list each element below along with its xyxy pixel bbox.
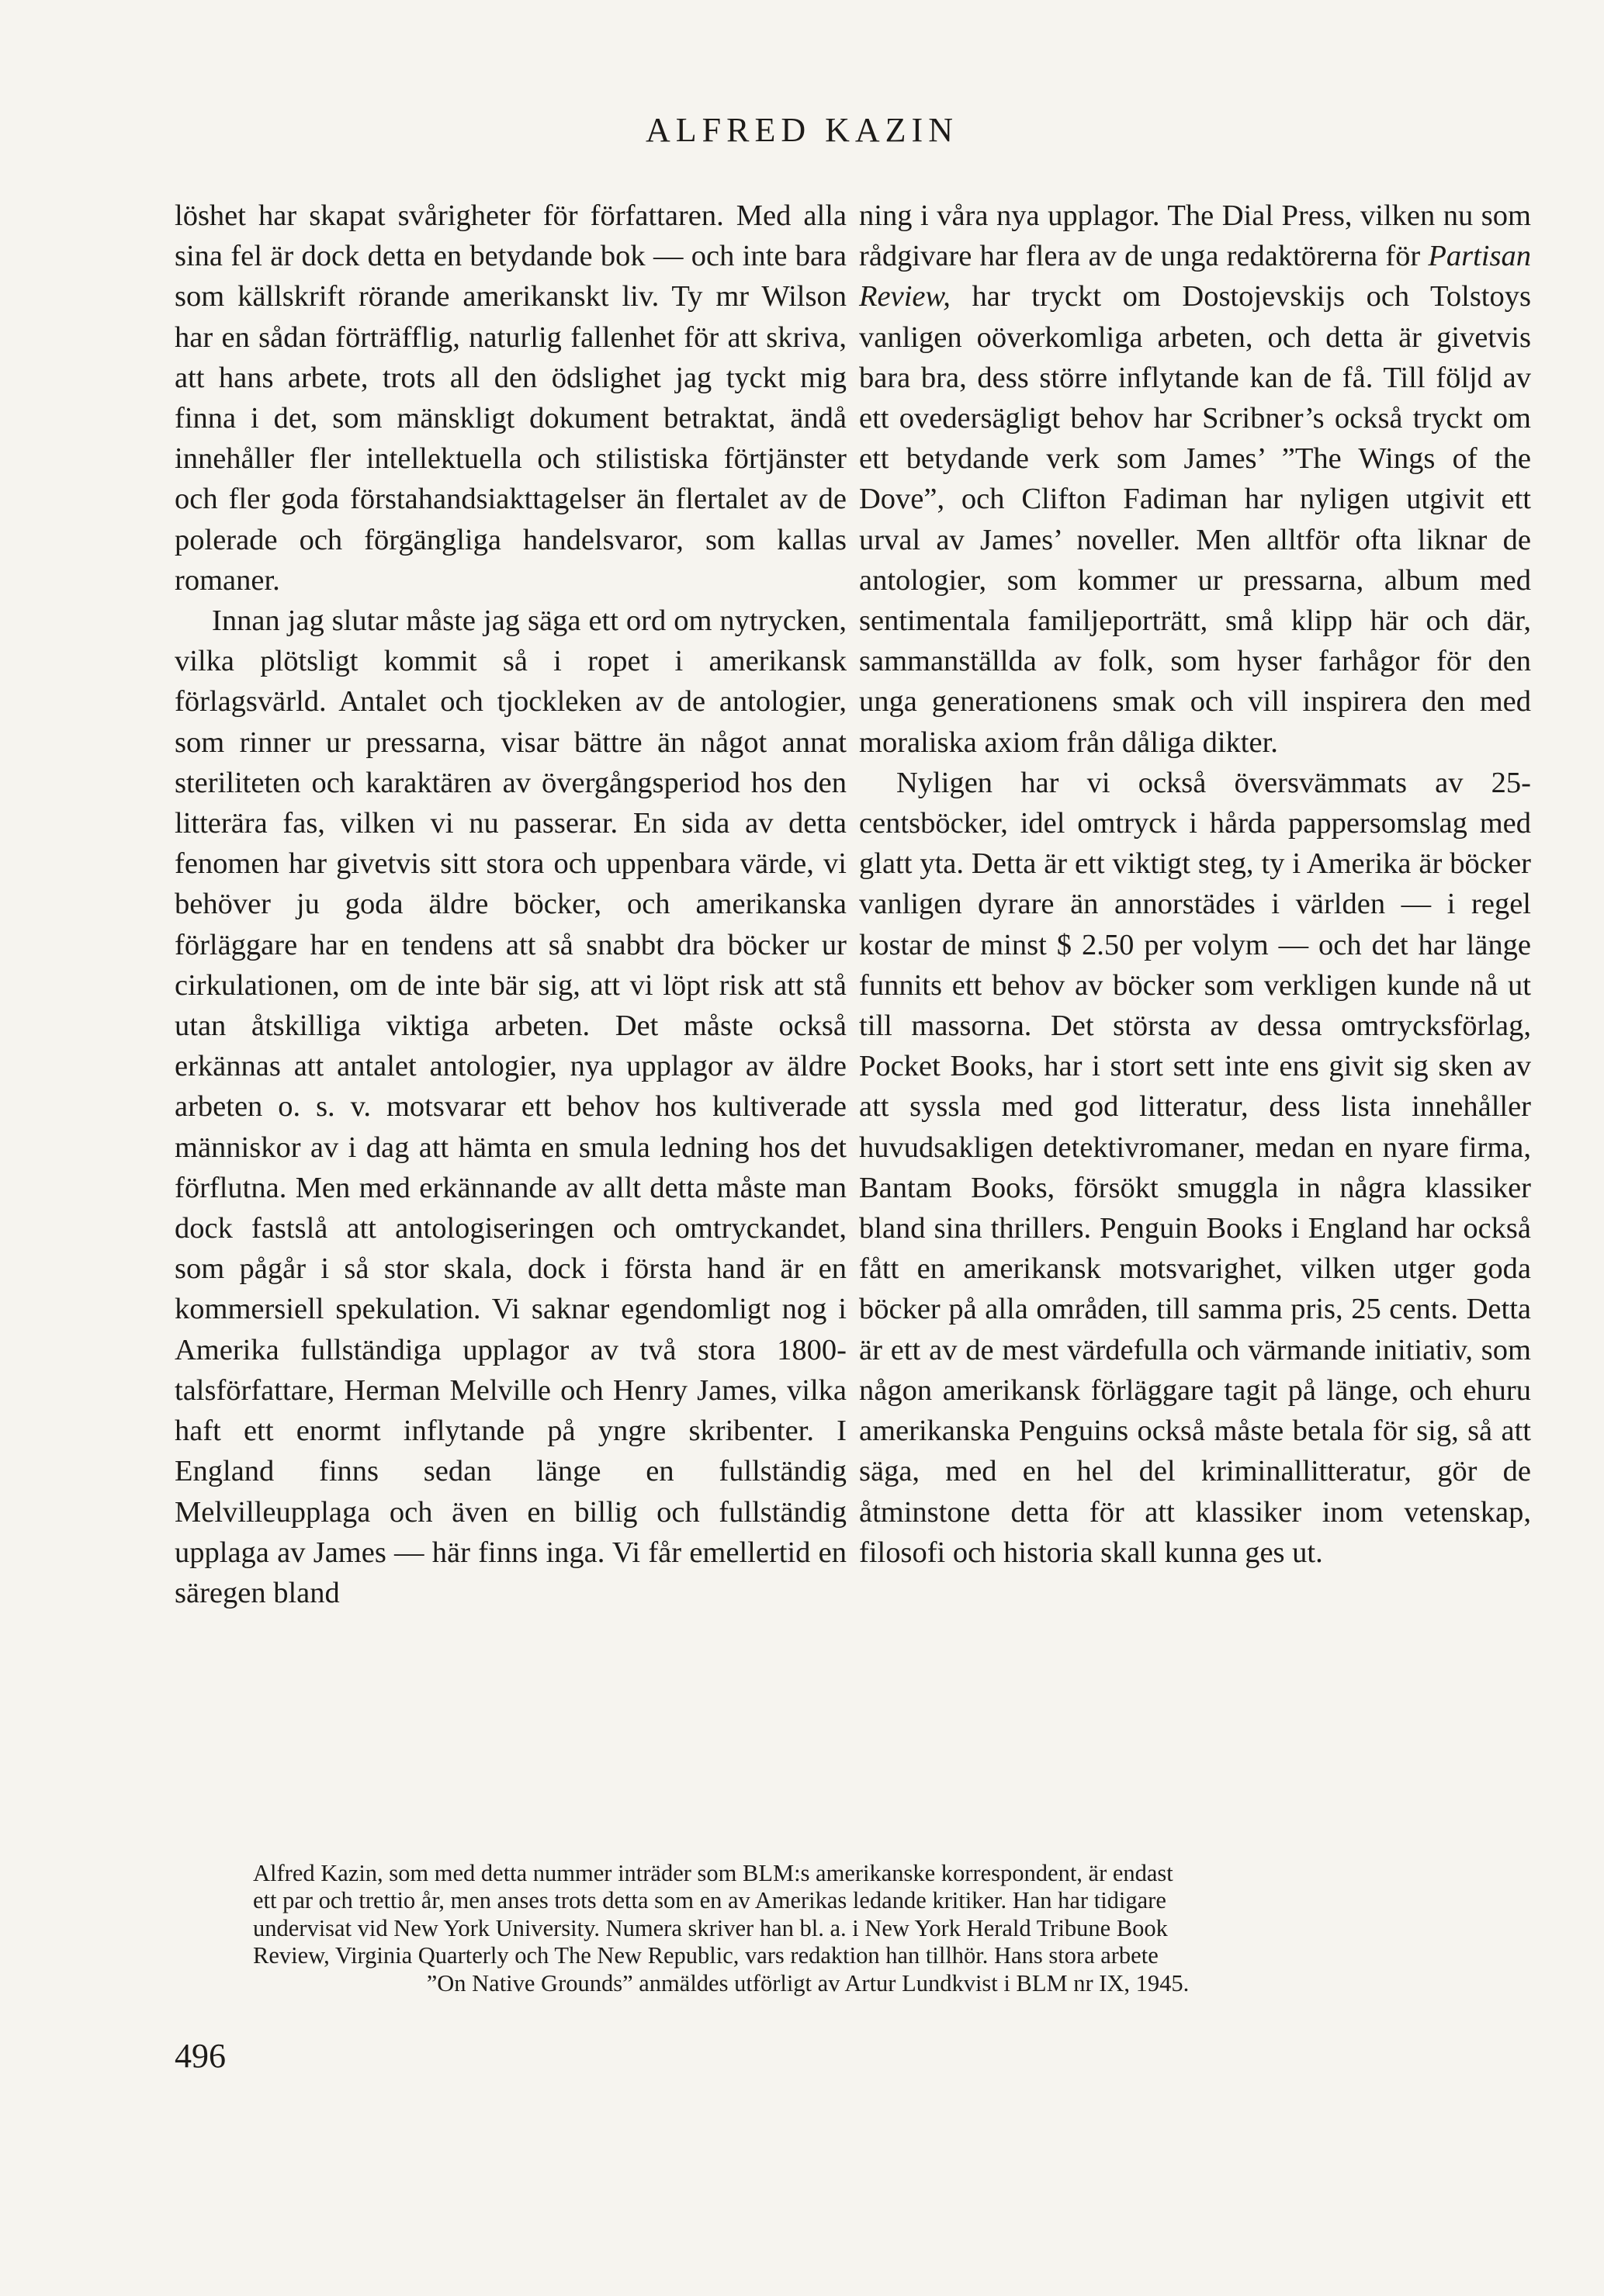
paragraph: Innan jag slutar måste jag säga ett ord om nytrycken, vilka plötsligt kommit så i ropet i amerikansk förlagsvärld. Antalet och tjockleken av de antologier, som rinner ur pressarna, visar bättre än något annat steriliteten och karaktären av övergångsperiod hos den litterära fas, vilken vi nu passerar. En sida av detta fenomen har givetvis sitt stora och uppenbara värde, vi behöver ju goda äldre böcker, och amerikanska förläggare har en tendens att så snabbt dra böcker ur cirkulationen, om de inte bär sig, att vi löpt risk att stå utan åtskilliga viktiga arbeten. Det måste också erkännas att antalet antologier, nya upplagor av äldre arbeten o. s. v. motsvarar ett behov hos kultiverade människor av i dag att hämta en smula ledning hos det förflutna. Men med erkännande av allt detta måste man dock fastslå att antologiseringen och omtryckandet, som pågår i så stor skala, dock i första hand är en kommersiell spekulation. Vi saknar egendomligt nog i Amerika fullständiga upplagor av två stora 1800-talsförfattare, Herman Melville och Henry James, vilka haft ett enormt inflytande på yngre skribenter. I England finns sedan länge en fullständig Melvilleupplaga och även en billig och fullständig upplaga av James — här finns inga. Vi får emellertid en säregen bland (175, 604, 847, 1609)
paragraph-text: har tryckt om Dostojevskijs och Tolstoys vanligen oöverkomliga arbeten, och detta är givetvis bara bra, dess större inflytande kan de få. Till följd av ett ovedersägligt behov har Scribner’s också tryckt om ett betydande verk som James’ ”The Wings of the Dove”, och Clifton Fadiman har nyligen utgivit ett urval av James’ noveller. Men alltför ofta liknar de antologier, som kommer ur pressarna, album med sentimentala familjeporträtt, små klipp här och där, sammanställda av folk, som hyser farhågor för den unga generationens smak och vill inspirera den med moraliska axiom från dåliga dikter. (859, 280, 1531, 759)
paragraph: löshet har skapat svårigheter för författaren. Med alla sina fel är dock detta en betydande bok — och inte bara som källskrift rörande amerikanskt liv. Ty mr Wilson har en sådan förträfflig, naturlig fallenhet för att skriva, att hans arbete, trots all den ödslighet jag tyckt mig finna i det, som mänskligt dokument betraktat, ändå innehåller fler intellektuella och stilistiska förtjänster och fler goda förstahandsiakttagelser än flertalet av de polerade och förgängliga handelsvaror, som kallas romaner. (175, 199, 847, 597)
paragraph (859, 196, 1531, 763)
running-head: ALFRED KAZIN (646, 111, 958, 149)
author-note-line: Alfred Kazin, som med detta nummer inträder som BLM:s amerikanske korrespondent, är endast (253, 1860, 1173, 1886)
author-note-line: Review, Virginia Quarterly och The New Republic, vars redaktion han tillhör. Hans stora arbete (253, 1942, 1159, 1969)
journal-title: Partisan Review, (859, 240, 1531, 313)
right-column (859, 196, 1531, 1573)
author-note-line: undervisat vid New York University. Numera skriver han bl. a. i New York Herald Tribune Book (253, 1914, 1168, 1941)
author-note-line: ”On Native Grounds” anmäldes utförligt av Artur Lundkvist i BLM nr IX, 1945. (426, 1969, 1190, 1996)
author-note (253, 1860, 1464, 1997)
author-note-line: ett par och trettio år, men anses trots detta som en av Amerikas ledande kritiker. Han har tidigare (253, 1887, 1166, 1914)
page-number: 496 (175, 2037, 226, 2075)
paragraph: Nyligen har vi också översvämmats av 25-centsböcker, idel omtryck i hårda pappersomslag med glatt yta. Detta är ett viktigt steg, ty i Amerika är böcker vanligen dyrare än annorstädes i världen — i regel kostar de minst $ 2.50 per volym — och det har länge funnits ett behov av böcker som verkligen kunde nå ut till massorna. Det största av dessa omtrycksförlag, Pocket Books, har i stort sett inte ens givit sig sken av att syssla med god litteratur, dess lista innehåller huvudsakligen detektivromaner, medan en nyare firma, Bantam Books, försökt smuggla in några klassiker bland sina thrillers. Penguin Books i England har också fått en amerikansk motsvarighet, vilken utger goda böcker på alla områden, till samma pris, 25 cents. Detta är ett av de mest värdefulla och värmande initiativ, som någon amerikansk förläggare tagit på länge, och ehuru amerikanska Penguins också måste betala för sig, så att säga, med en hel del kriminallitteratur, gör de åtminstone detta för att klassiker inom vetenskap, filosofi och historia skall kunna ges ut. (859, 766, 1531, 1569)
left-column (175, 196, 847, 1613)
paragraph-text: ning i våra nya upplagor. The Dial Press, vilken nu som rådgivare har flera av de unga redaktörerna för (859, 199, 1531, 273)
